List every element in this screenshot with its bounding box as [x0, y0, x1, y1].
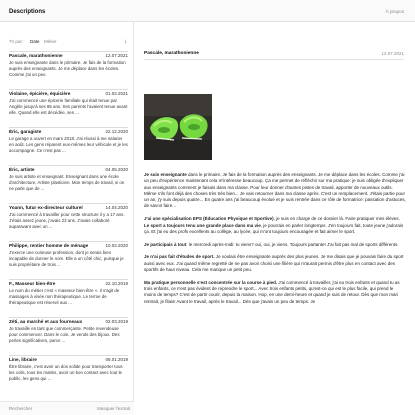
item-title: Philippe, rentier homme de ménage [9, 243, 89, 248]
list-item[interactable] [9, 203, 128, 230]
item-title: Pascale, marathonienne [9, 53, 63, 58]
item-excerpt: Être libraire, c'est avoir un dos solide pour transporter tous les colis, tous les matins, avoir un bon contact avec tout le public, les gens qui ... [9, 364, 123, 381]
bold-text: Je participais à tout [144, 241, 187, 247]
article-pane [134, 22, 415, 415]
bold-text: Je suis enseignante [144, 172, 187, 177]
app-title: Descriptions [9, 9, 46, 15]
bold-text: Je n'ai pas fait d'études de sport. [144, 254, 215, 260]
item-date: 01.02.2021 [105, 91, 128, 96]
bold-text: Le sport a toujours tenu une grande place dans ma vie [144, 222, 261, 228]
body-text: J'ai commencé à travailler, j'ai eu trois enfants et quand tu as trois enfants, ce n'est pas évident de reprendre le sport... Avec trois enfants petits, qu'est-ce qui est le plus facile, qui prend le moins de temps? C'est de partir courir, depuis la maison. Hop, en une demi-heure et quand je suis de retour. Dès que mon mari rentrait, je filais! Avant le travail, après le travail... Dès que j'avais un peu de temps. Je [144, 279, 400, 304]
article-paragraph [144, 216, 406, 235]
article-paragraph [144, 242, 406, 248]
body-text: dans le primaire. Je fais de la formation auprès des enseignants. Je me déplace dans les écoles. Comme j'ai un peu d'expérience maintenant cela m'intéresse beaucoup. Ça me permet de réfléchir sur ma pratique: je suis obligée d'expliquer aux enseignants comment je faisais dans ma classe. Pour leur donner d'autres pistes de travail, apporter de nouveaux outils. Même s'ils font déjà des choses très très bien... Je vais retourner dans ma classe après. C'est un remplacement. J'étais partie pour un an, j'y suis depuis quatre... En quatre ans j'ai beaucoup évolué et je suis rentrée dans ce rôle de formatrice: passation d'astuces, de savoir faire... [144, 172, 406, 209]
sidebar-footer [0, 401, 134, 415]
item-excerpt: Je travaille en tant que commerçante. Petite revendeuse pour commencer. Dans le coin. Je vends des bijoux. Des perles significatives, parce ... [9, 326, 120, 343]
list-item[interactable] [9, 51, 128, 78]
sort-label: Tri par: [9, 39, 24, 44]
body-text: , je pourrais en parler longtemps. J'en toujours fait, toute jeune j'adorais ça. Et j'ai eu des profs excellents au collège, au lycée, qui m'ont toujours encouragée et fait aimer le sport. [144, 222, 404, 234]
list-item[interactable] [9, 165, 128, 192]
item-excerpt: Le nom du métier c'est « masseur bien-être ». Il s'agit de massages à visée non thérapeutique. Le terme de thérapeutique est réservé aux ... [9, 288, 120, 305]
item-date: 10.02.2020 [105, 243, 128, 248]
item-title: Éric, artiste [9, 167, 35, 172]
about-link[interactable]: À propos [385, 9, 404, 14]
item-excerpt: J'exerce une curieuse profession, dont je serais bien incapable de donner le nom. Elle a un côté chic, puisque je suis propriétaire de trois ... [9, 250, 124, 267]
item-date: 04.05.2020 [105, 167, 128, 172]
item-title: Éric, garagiste [9, 129, 42, 134]
item-date: 14.04.2020 [105, 205, 128, 210]
bold-text: J'ai une spécialisation EPS (Éducation Physique et Sportive) [144, 216, 274, 222]
article-paragraph [144, 172, 406, 210]
hide-excerpt-button[interactable]: Masquer l'extrait [97, 406, 130, 411]
search-button[interactable]: Rechercher [9, 406, 33, 411]
sort-by-metier[interactable]: Métier [44, 39, 57, 44]
item-excerpt: Je suis enseignante dans le primaire. Je fais de la formation auprès des enseignants. Je me déplace dans les écoles. Comme j'ai un peu [9, 60, 126, 77]
list-item[interactable] [9, 127, 128, 154]
sidebar [0, 22, 134, 415]
list-item[interactable] [9, 355, 128, 382]
sort-direction-icon[interactable]: ↓ [124, 39, 127, 45]
sort-bar [9, 39, 131, 47]
body-text: : le mercredi après-midi: tu viens? oui, oui, je viens. Toujours partante! J'ai fait pas mal de sports différents. [186, 241, 399, 247]
list-item[interactable] [9, 89, 128, 116]
item-title: Line, libraire [9, 357, 37, 362]
item-date: 22.10.2019 [105, 281, 128, 286]
body-text: , je suis en charge de ce dossier là. Faire pratiquer mes élèves. [273, 216, 400, 222]
article-photo [144, 94, 212, 160]
item-title: Violaine, épicière, équicière [9, 91, 71, 96]
top-bar [0, 0, 415, 22]
article-body [144, 172, 406, 312]
item-excerpt: Je suis artiste et enseignant. Enseignant dans une école d'architecture. Artiste plasticien. Mon temps de travail, si on ne parle que de ... [9, 174, 125, 191]
item-title: F., Masseur bien-être [9, 281, 56, 286]
list-item[interactable] [9, 317, 128, 344]
item-date: 12.07.2021 [105, 53, 128, 58]
item-date: 22.12.2020 [105, 129, 128, 134]
article-paragraph [144, 254, 406, 273]
divider [144, 59, 404, 60]
item-title: Zéti, au marché et aux fourneaux [9, 319, 83, 324]
item-date: 02.03.2019 [105, 319, 128, 324]
item-title: Yoann, futur ex-directeur culturel [9, 205, 83, 210]
sort-by-date[interactable]: Date [30, 39, 40, 44]
body-text: Je voulais être enseignante auprès des plus jeunes. Je me disais que je pouvais faire du sport aussi avec eux. J'ai quand même regretté de ne pas avoir choisi une filière qui m'aurait permis d'être plus en contact avec des sportifs de haut niveau. Cela me manque un petit peu. [144, 254, 404, 273]
list-item[interactable] [9, 241, 128, 268]
item-excerpt: J'ai commencé une épicerie familiale qui était tenue par Angèle jusqu'à ses 85 ans. Ses parents l'avaient tenue avant elle. Quand elle est décédée, ses ... [9, 98, 128, 115]
article-paragraph [144, 280, 406, 305]
list-item[interactable] [9, 279, 128, 306]
item-excerpt: J'ai commencé à travailler pour cette structure il y a 17 ans. J'étais assez jeune, j'avais 23 ans. J'avais collaboré auparavant avec un ... [9, 212, 125, 229]
item-excerpt: Le garage a ouvert en mars 2018. J'ai réussi à me salarier en août. Les gens réparent eux-mêmes leur véhicule et je les accompagne. Ce n'est pas ... [9, 136, 128, 153]
article-date: 12.07.2021 [381, 51, 404, 56]
bold-text: Ma pratique personnelle s'est concentrée sur la course à pied. [144, 279, 278, 285]
item-date: 06.01.2019 [105, 357, 128, 362]
article-title: Pascale, marathonienne [144, 51, 199, 56]
